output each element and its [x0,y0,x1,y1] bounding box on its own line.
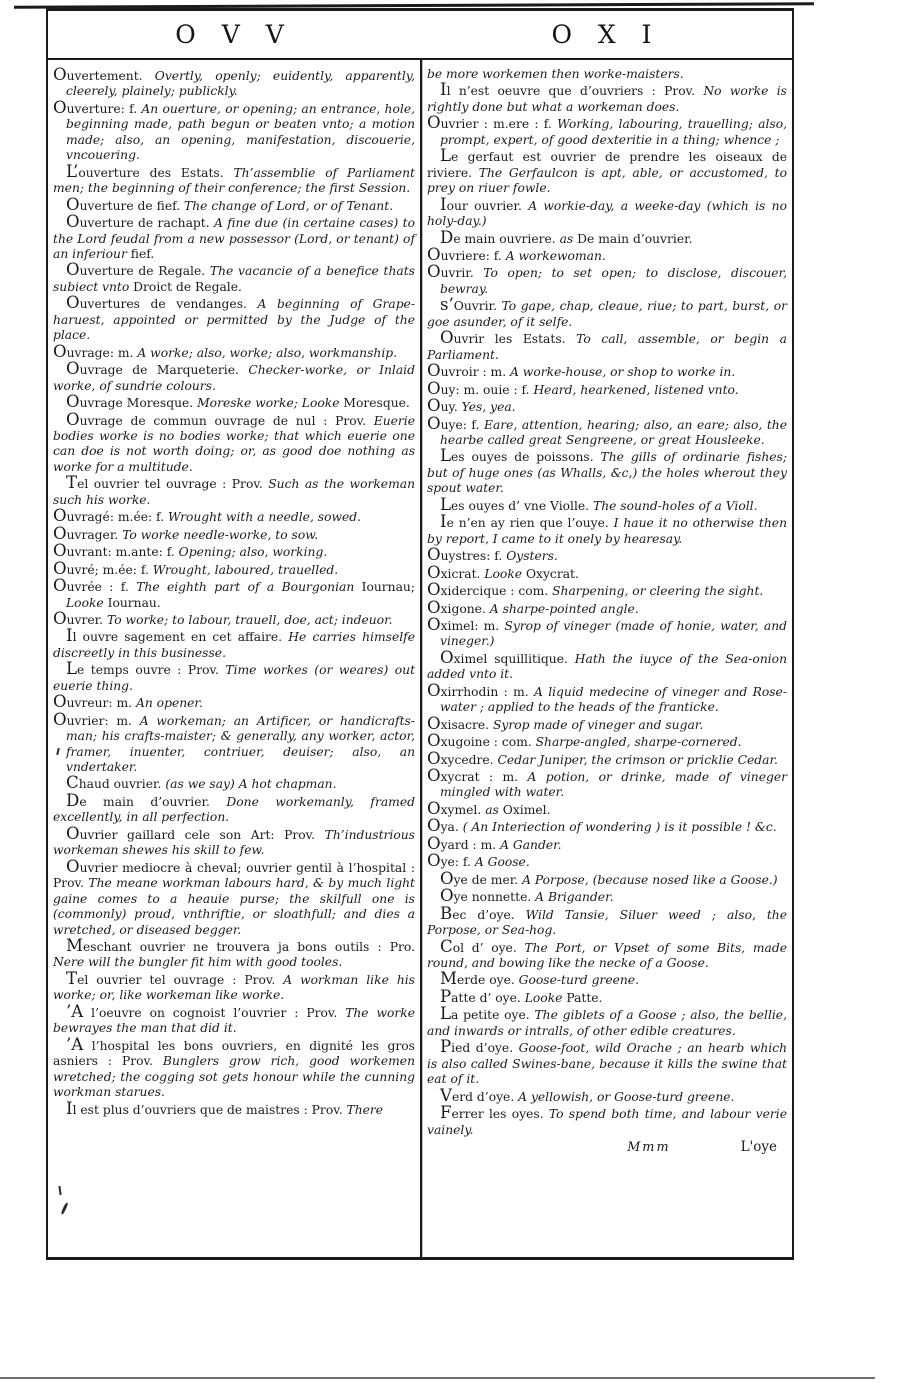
entry-headword: Oya. [427,816,463,836]
entry-headword: fief. [130,246,155,261]
dictionary-entry [427,597,787,617]
entry-definition: Such as the workeman such his worke. [53,477,416,507]
entry-headword: Ouvertures de vendanges. [66,293,258,313]
entry-definition: A Gander. [500,837,562,852]
dictionary-entry [427,148,787,196]
entry-headword: Ouverture de rachapt. [66,212,215,232]
entry-definition: Cedar Juniper, the crimson or pricklie Cedar. [497,752,778,767]
entry-definition: The eighth part of a Bourgonian [136,580,362,595]
entry-definition: To spend both time, and labour verie vainely. [427,1107,787,1137]
dictionary-entry [53,790,415,826]
dictionary-entry [427,1039,787,1087]
dictionary-entry [53,543,415,560]
entry-headword: Le gerfaut est ouvrier de prendre les oiseaux de riviere. [427,146,787,180]
entry-headword: Patte. [566,990,603,1005]
entry-definition: An opener. [135,696,203,711]
entry-headword: s’Ouvrir. [440,295,502,315]
dictionary-entry [53,295,415,343]
dictionary-entry [427,818,787,835]
entry-definition: Looke [484,566,526,581]
dictionary-entry [427,868,787,888]
dictionary-entry [53,968,415,1004]
entry-definition: Nere will the bungler fit him with good tooles. [53,955,343,970]
entry-headword: Ouverture de Regale. [66,260,210,280]
dictionary-entry [427,194,787,230]
entry-definition: The Port, or Vpset of some Bits, made round, and bowing like the necke of a Goose. [427,940,787,971]
entry-definition: There [346,1102,384,1117]
entry-definition: Syrop made of vineger and sugar. [492,717,704,732]
dictionary-entry [53,475,415,508]
entry-headword: Oye de mer. [440,868,523,888]
entry-headword: Oye nonnette. [440,886,536,906]
dictionary-entry [427,647,787,683]
entry-headword: Oxidercique : com. [427,580,553,600]
entry-definition: (as we say) A hot chapman. [165,777,337,792]
dictionary-entry [53,1098,415,1118]
entry-headword: Bec d’oye. [440,903,526,923]
catchword: L'oye [740,1139,777,1155]
entry-definition: A Porpose, (because nosed like a Goose.) [522,872,778,887]
dictionary-entry [427,413,787,449]
entry-headword: Ouvrir. [427,262,484,282]
entry-headword: Ouvrier mediocre à cheval; ouvrier gentil à l’hospital : Prov. [53,856,415,891]
entry-headword: Oximel. [502,802,551,817]
dictionary-entry [427,733,787,750]
entry-headword: Oxisacre. [427,713,493,733]
text-area [48,60,792,1258]
dictionary-entry [53,1034,415,1101]
entry-headword: Iour ouvrier. [440,194,529,214]
entry-headword: Le temps ouvre : Prov. [66,659,226,679]
dictionary-entry [427,378,787,398]
dictionary-entry [53,523,415,543]
dictionary-entry [53,775,415,792]
dictionary-entry [53,608,415,628]
entry-definition: Oysters. [506,549,558,564]
entry-definition: Wild Tansie, Siluer weed ; also, the Porpose, or Sea-hog. [427,907,787,938]
dictionary-entry [427,833,787,853]
entry-headword: Les ouyes d’ vne Violle. [440,494,593,514]
entry-headword: Les ouyes de poissons. [440,446,601,466]
entry-headword: Oxicrat. [427,562,485,582]
dictionary-entry [427,398,787,415]
entry-definition: as [485,802,503,817]
entry-headword: Merde oye. [440,969,519,989]
dictionary-entry [53,578,415,611]
entry-definition: A fine due (in certaine cases) to the Lord feudal from a new possessor (Lord, or tenant) of an inferiour [53,216,416,261]
dictionary-entry [427,853,787,870]
entry-headword: Chaud ouvrier. [66,773,166,793]
entry-definition: Eare, attention, hearing; also, an eare; also, the hearbe called great Sengreene, or great Housleeke. [440,417,787,447]
dictionary-entry [427,330,787,363]
entry-headword: Col d’ oye. [440,936,525,956]
entry-definition: Sharpening, or cleering the sight. [552,584,764,599]
entry-headword: Oximel: m. [427,614,505,634]
dictionary-entry [427,798,787,818]
entry-headword: Oye: f. [427,851,475,871]
entry-headword: Droict de Regale. [133,279,242,294]
dictionary-entry [427,547,787,564]
signature-line [427,1139,787,1156]
dictionary-entry [427,614,787,650]
entry-definition: Opening; also, working. [178,545,328,560]
running-head-left: O V V [175,20,293,49]
entry-definition: Bunglers grow rich, good workemen wretched; the cogging sot gets honour while the cunning workman starues. [53,1054,415,1100]
dictionary-entry [53,214,415,262]
entry-headword: Iournau. [107,595,161,610]
dictionary-entry [427,713,787,733]
page-bottom-scan-line [0,1377,875,1379]
entry-headword: Verd d’oye. [440,1085,519,1105]
entry-definition: Looke [66,595,108,610]
gathering-signature: Mmm [627,1140,671,1155]
dictionary-entry [427,1006,787,1039]
entry-definition: Moreske worke; Looke [197,396,344,411]
entry-definition: A beginning of Grape-haruest, appointed or permitted by the Judge of the place. [53,297,415,343]
entry-definition: Th’industrious workeman shewes his skill to few. [53,827,415,858]
entry-headword: Ouvrage de commun ouvrage de nul : Prov. [66,409,374,429]
entry-definition: The meane workman labours hard, & by much light gaine comes to a heauie purse; the skilfull one is (commonly) proud, vnthriftie, or sloathfull; and dies a wretched, or diseased begger. [53,876,415,937]
dictionary-entry [53,661,415,694]
dictionary-entry [427,244,787,264]
dictionary-entry [53,709,415,776]
entry-definition: A worke-house, or shop to worke in. [510,365,736,380]
column-left-entries [53,67,415,1118]
dictionary-entry [427,768,787,801]
entry-definition: A sharpe-pointed angle. [489,601,639,616]
entry-definition: To worke needle-worke, to sow. [122,527,319,542]
entry-headword: Ouvrier: m. [53,709,140,729]
dictionary-entry [53,938,415,971]
entry-definition: Goose-turd greene. [518,973,639,988]
dictionary-entry [427,297,787,330]
entry-headword: Ouvriere: f. [427,244,506,264]
entry-headword: Oxycrat : m. [427,766,528,786]
entry-definition: be more workemen then worke-maisters. [427,67,684,81]
entry-headword: Moresque. [343,396,410,411]
dictionary-entry [53,341,415,361]
dictionary-entry [427,363,787,380]
dictionary-entry [427,562,787,582]
entry-headword: De main d’ouvrier. [577,231,693,246]
column-right [420,60,792,1258]
dictionary-entry [53,694,415,711]
entry-definition: Checker-worke, or Inlaid worke, of sundrie colours. [53,363,415,393]
dictionary-entry [53,856,415,938]
entry-definition: The gills of ordinarie fishes; but of huge ones (as Whalls, &c,) the holes wherout they spout water. [427,450,787,496]
entry-definition: A yellowish, or Goose-turd greene. [518,1089,735,1104]
dictionary-entry [53,409,415,476]
entry-definition: Time workes (or weares) out euerie thing. [53,663,416,693]
entry-headword: Il est plus d’ouvriers que de maistres : Prov. [66,1098,347,1118]
entry-definition: A workman like his worke; or, like workeman like worke. [53,972,415,1003]
entry-headword: Oximel squillitique. [440,647,575,667]
dictionary-entry [53,558,415,578]
dictionary-entry [427,494,787,514]
entry-headword: Ouvrir les Estats. [440,328,577,348]
dictionary-entry [427,1105,787,1138]
entry-definition: Th’assemblie of Parliament men; the beginning of their conference; the first Session. [53,165,415,196]
entry-definition: A potion, or drinke, made of vineger mingled with water. [440,770,787,800]
entry-headword: Ouvertement. [53,65,155,84]
entry-headword: Ouverture: f. [53,97,142,117]
dictionary-entry [427,227,787,247]
entry-headword: Ouvrant: m.ante: f. [53,541,179,561]
entry-headword: ’A l’hospital les bons ouvriers, en dignité les gros asniers : Prov. [53,1034,415,1069]
entry-definition: To open; to set open; to disclose, discouer, bewray. [440,266,787,296]
dictionary-entry [427,67,787,82]
dictionary-entry [427,986,787,1006]
entry-definition: A workewoman. [505,248,606,263]
entry-headword: Tel ouvrier tel ouvrage : Prov. [66,473,269,493]
dictionary-entry [427,1085,787,1105]
entry-headword: Ouvré; m.ée: f. [53,558,153,578]
entry-headword: Ouy. [427,396,462,416]
entry-definition: as [559,231,578,246]
entry-headword: Pied d’oye. [440,1037,519,1057]
entry-definition: No worke is rightly done but what a workeman does. [427,84,787,114]
entry-headword: Ouverture de fief. [66,194,185,214]
entry-definition: ( An Interiection of wondering ) is it possible ! &c. [462,820,777,835]
entry-headword: Ouvrager. [53,523,123,543]
entry-headword: Iournau; [361,580,415,595]
entry-definition: Goose-foot, wild Orache ; an hearb which is also called Swines-bane, because it kills the swine that eat of it. [427,1041,788,1087]
column-right-entries [427,67,787,1138]
entry-definition: Hath the iuyce of the Sea-onion added vnto it. [427,651,787,682]
entry-definition: Looke [524,990,567,1005]
entry-definition: A liquid medecine of vineger and Rose-water ; applied to the heads of the franticke. [440,684,787,715]
entry-headword: Ouvreur: m. [53,692,136,712]
entry-headword: Ouvrage Moresque. [66,392,198,412]
entry-headword: ’A l’oeuvre on cognoist l’ouvrier : Prov. [66,1001,346,1021]
entry-definition: To gape, chap, cleaue, riue; to part, burst, or goe asunder, of it selfe. [427,299,787,329]
entry-definition: A Brigander. [535,890,614,905]
entry-definition: Wrought with a needle, sowed. [168,510,362,525]
entry-headword: Ouystres: f. [427,545,507,565]
entry-definition: The worke bewrayes the man that did it. [53,1005,416,1036]
dictionary-entry [427,115,787,148]
entry-definition: The sound-holes of a Violl. [593,498,758,513]
dictionary-entry [427,582,787,599]
entry-headword: L’ouverture des Estats. [66,161,234,181]
entry-headword: Ouye: f. [427,413,484,433]
dictionary-entry [53,361,415,394]
entry-definition: Syrop of vineger (made of honie, water, and vineger.) [440,618,787,649]
entry-headword: Ouvrer. [53,608,107,628]
entry-headword: Ouy: m. ouie : f. [427,378,534,398]
running-head [48,11,792,60]
page-frame [46,8,794,1260]
dictionary-entry [427,448,787,496]
entry-definition: Heard, hearkened, listened vnto. [533,382,739,397]
entry-headword: De main ouvriere. [440,227,560,247]
dictionary-entry [53,67,415,100]
entry-headword: Oxymel. [427,798,486,818]
entry-definition: To worke; to labour, trauell, doe, act; indeuor. [106,612,393,627]
entry-headword: Ouvrée : f. [53,576,137,596]
entry-definition: Sharpe-angled, sharpe-cornered. [535,735,742,750]
dictionary-entry [427,680,787,716]
entry-headword: Tel ouvrier tel ouvrage : Prov. [66,968,284,988]
entry-headword: Ouvrier gaillard cele son Art: Prov. [66,823,325,843]
entry-headword: Patte d’ oye. [440,986,525,1006]
dictionary-entry [53,628,415,661]
entry-definition: The change of Lord, or of Tenant. [184,198,394,213]
entry-headword: Oyard : m. [427,833,501,853]
dictionary-entry [427,82,787,115]
entry-definition: Overtly, openly; euidently, apparently, cleerely, plainely; publickly. [66,69,416,99]
entry-definition: He carries himselfe discreetly in this businesse. [53,630,415,660]
dictionary-entry [53,508,415,525]
column-left [48,60,420,1258]
entry-definition: Done workemanly, framed excellently, in all perfection. [53,794,415,825]
entry-headword: Oxugoine : com. [427,731,536,751]
entry-headword: Ouvrage: m. [53,341,138,361]
dictionary-entry [427,936,787,972]
entry-headword: Oxycedre. [427,748,498,768]
entry-headword: Ouvrier : m.ere : f. [427,113,558,133]
entry-definition: A workie-day, a weeke-day (which is no holy-day.) [427,198,787,229]
dictionary-entry [53,262,415,295]
entry-headword: Oxirrhodin : m. [427,680,534,700]
entry-definition: A worke; also, worke; also, workmanship. [137,345,398,360]
entry-headword: Ie n’en ay rien que l’ouye. [440,512,614,532]
entry-definition: The vacancie of a benefice thats subiect vnto [53,264,415,294]
dictionary-entry [53,1001,416,1037]
dictionary-entry [53,394,415,411]
entry-headword: Ouvrage de Marqueterie. [66,359,249,379]
entry-headword: La petite oye. [440,1004,535,1024]
dictionary-entry [427,903,787,939]
entry-definition: An ouerture, or opening; an entrance, hole, beginning made, path begun or beaten vnto; a motion made; also, an opening, manifestation, discouerie, vncouering. [66,101,416,163]
entry-headword: Il n’est oeuvre que d’ouvriers : Prov. [440,80,704,100]
dictionary-entry [427,748,787,768]
entry-headword: Oxycrat. [525,566,579,581]
entry-headword: Ouvroir : m. [427,361,511,381]
dictionary-entry [427,888,787,905]
dictionary-entry [53,97,416,164]
entry-headword: Meschant ouvrier ne trouvera ja bons outils : Pro. [66,936,415,956]
entry-definition: The giblets of a Goose ; also, the bellie, and inwards or intralls, of other edible creatures. [427,1008,787,1038]
entry-definition: Yes, yea. [461,400,516,415]
entry-headword: Ouvragé: m.ée: f. [53,506,168,526]
entry-definition: A workeman; an Artificer, or handicrafts-man; his crafts-maister; & generally, any worker, actor, framer, inuenter, contriuer, deuiser; also, an vndertaker. [66,713,415,775]
entry-definition: I haue it no otherwise then by report, I came to it onely by hearesay. [427,516,787,546]
column-divider [422,60,423,1258]
entry-headword: Ferrer les oyes. [440,1103,549,1123]
entry-definition: Wrought, laboured, trauelled. [152,562,339,577]
entry-headword: De main d’ouvrier. [66,790,227,810]
entry-headword: Oxigone. [427,597,490,617]
entry-definition: A Goose. [474,855,530,870]
dictionary-entry [427,971,787,988]
entry-definition: Working, labouring, trauelling; also, prompt, expert, of good dexteritie in a thing; whence ; [440,117,788,147]
dictionary-entry [53,823,415,859]
entry-headword: Il ouvre sagement en cet affaire. [66,626,289,646]
entry-definition: To call, assemble, or begin a Parliament. [427,332,787,362]
entry-definition: Euerie bodies worke is no bodies worke; that which euerie one can doe is not worth doing; or, as good doe nothing as worke for a multitude. [53,413,415,474]
dictionary-entry [53,194,415,214]
running-head-right: O X I [551,20,661,49]
dictionary-entry [53,161,415,197]
dictionary-entry [427,264,787,297]
entry-definition: The Gerfaulcon is apt, able, or accustomed, to prey on riuer fowle. [427,165,787,196]
dictionary-entry [427,514,787,547]
